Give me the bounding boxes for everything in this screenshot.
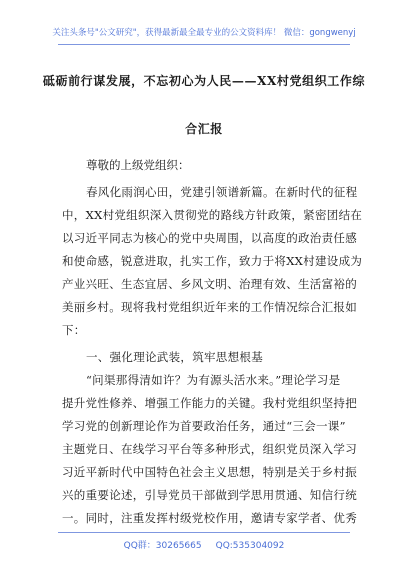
body-line: 学习党的创新理论作为首要政治任务，通过“三会一课” bbox=[62, 419, 346, 433]
body-line: 主题党日、在线学习平台等多种形式，组织党员深入学习 bbox=[62, 442, 357, 456]
body-line: 一。同时，注重发挥村级党校作用，邀请专家学者、优秀 bbox=[62, 511, 357, 525]
footer-divider bbox=[58, 532, 350, 533]
document-title-line-1: 砥砺前行谋发展，不忘初心为人民——XX村党组织工作综 bbox=[42, 74, 366, 88]
body-line: 和使命感，锐意进取，扎实工作，致力于将XX村建设成为 bbox=[62, 254, 363, 268]
header-divider bbox=[58, 44, 350, 45]
body-line: 春风化雨润心田，党建引领谱新篇。在新时代的征程 bbox=[86, 185, 358, 199]
section-heading: 一、强化理论武装，筑牢思想根基 bbox=[86, 350, 263, 364]
body-line: 以习近平同志为核心的党中央周围，以高度的政治责任感 bbox=[62, 231, 357, 245]
header-note: 关注头条号"公文研究"，获得最新最全最专业的公文资料库！ 微信：gongwenyj bbox=[52, 28, 356, 38]
salutation: 尊敬的上级党组织： bbox=[86, 158, 190, 172]
footer-qq-number: QQ:535304092 bbox=[215, 541, 285, 551]
body-line: 产业兴旺、生态宜居、乡风文明、治理有效、生活富裕的 bbox=[62, 277, 357, 291]
body-line: 兴的重要论述，引导党员干部做到学思用贯通、知信行统 bbox=[62, 488, 357, 502]
body-line: 中，XX村党组织深入贯彻党的路线方针政策，紧密团结在 bbox=[62, 208, 363, 222]
footer-qq-group: QQ群：30265665 bbox=[123, 541, 202, 551]
body-line: 习近平新时代中国特色社会主义思想，特别是关于乡村振 bbox=[62, 465, 357, 479]
body-line: 下： bbox=[62, 323, 86, 337]
document-title-line-2: 合汇报 bbox=[185, 122, 223, 136]
body-line: “问渠那得清如许？为有源头活水来。”理论学习是 bbox=[86, 373, 341, 387]
body-line: 美丽乡村。现将我村党组织近年来的工作情况综合汇报如 bbox=[62, 300, 357, 314]
body-line: 提升党性修养、增强工作能力的关键。我村党组织坚持把 bbox=[62, 396, 357, 410]
footer bbox=[0, 538, 408, 551]
